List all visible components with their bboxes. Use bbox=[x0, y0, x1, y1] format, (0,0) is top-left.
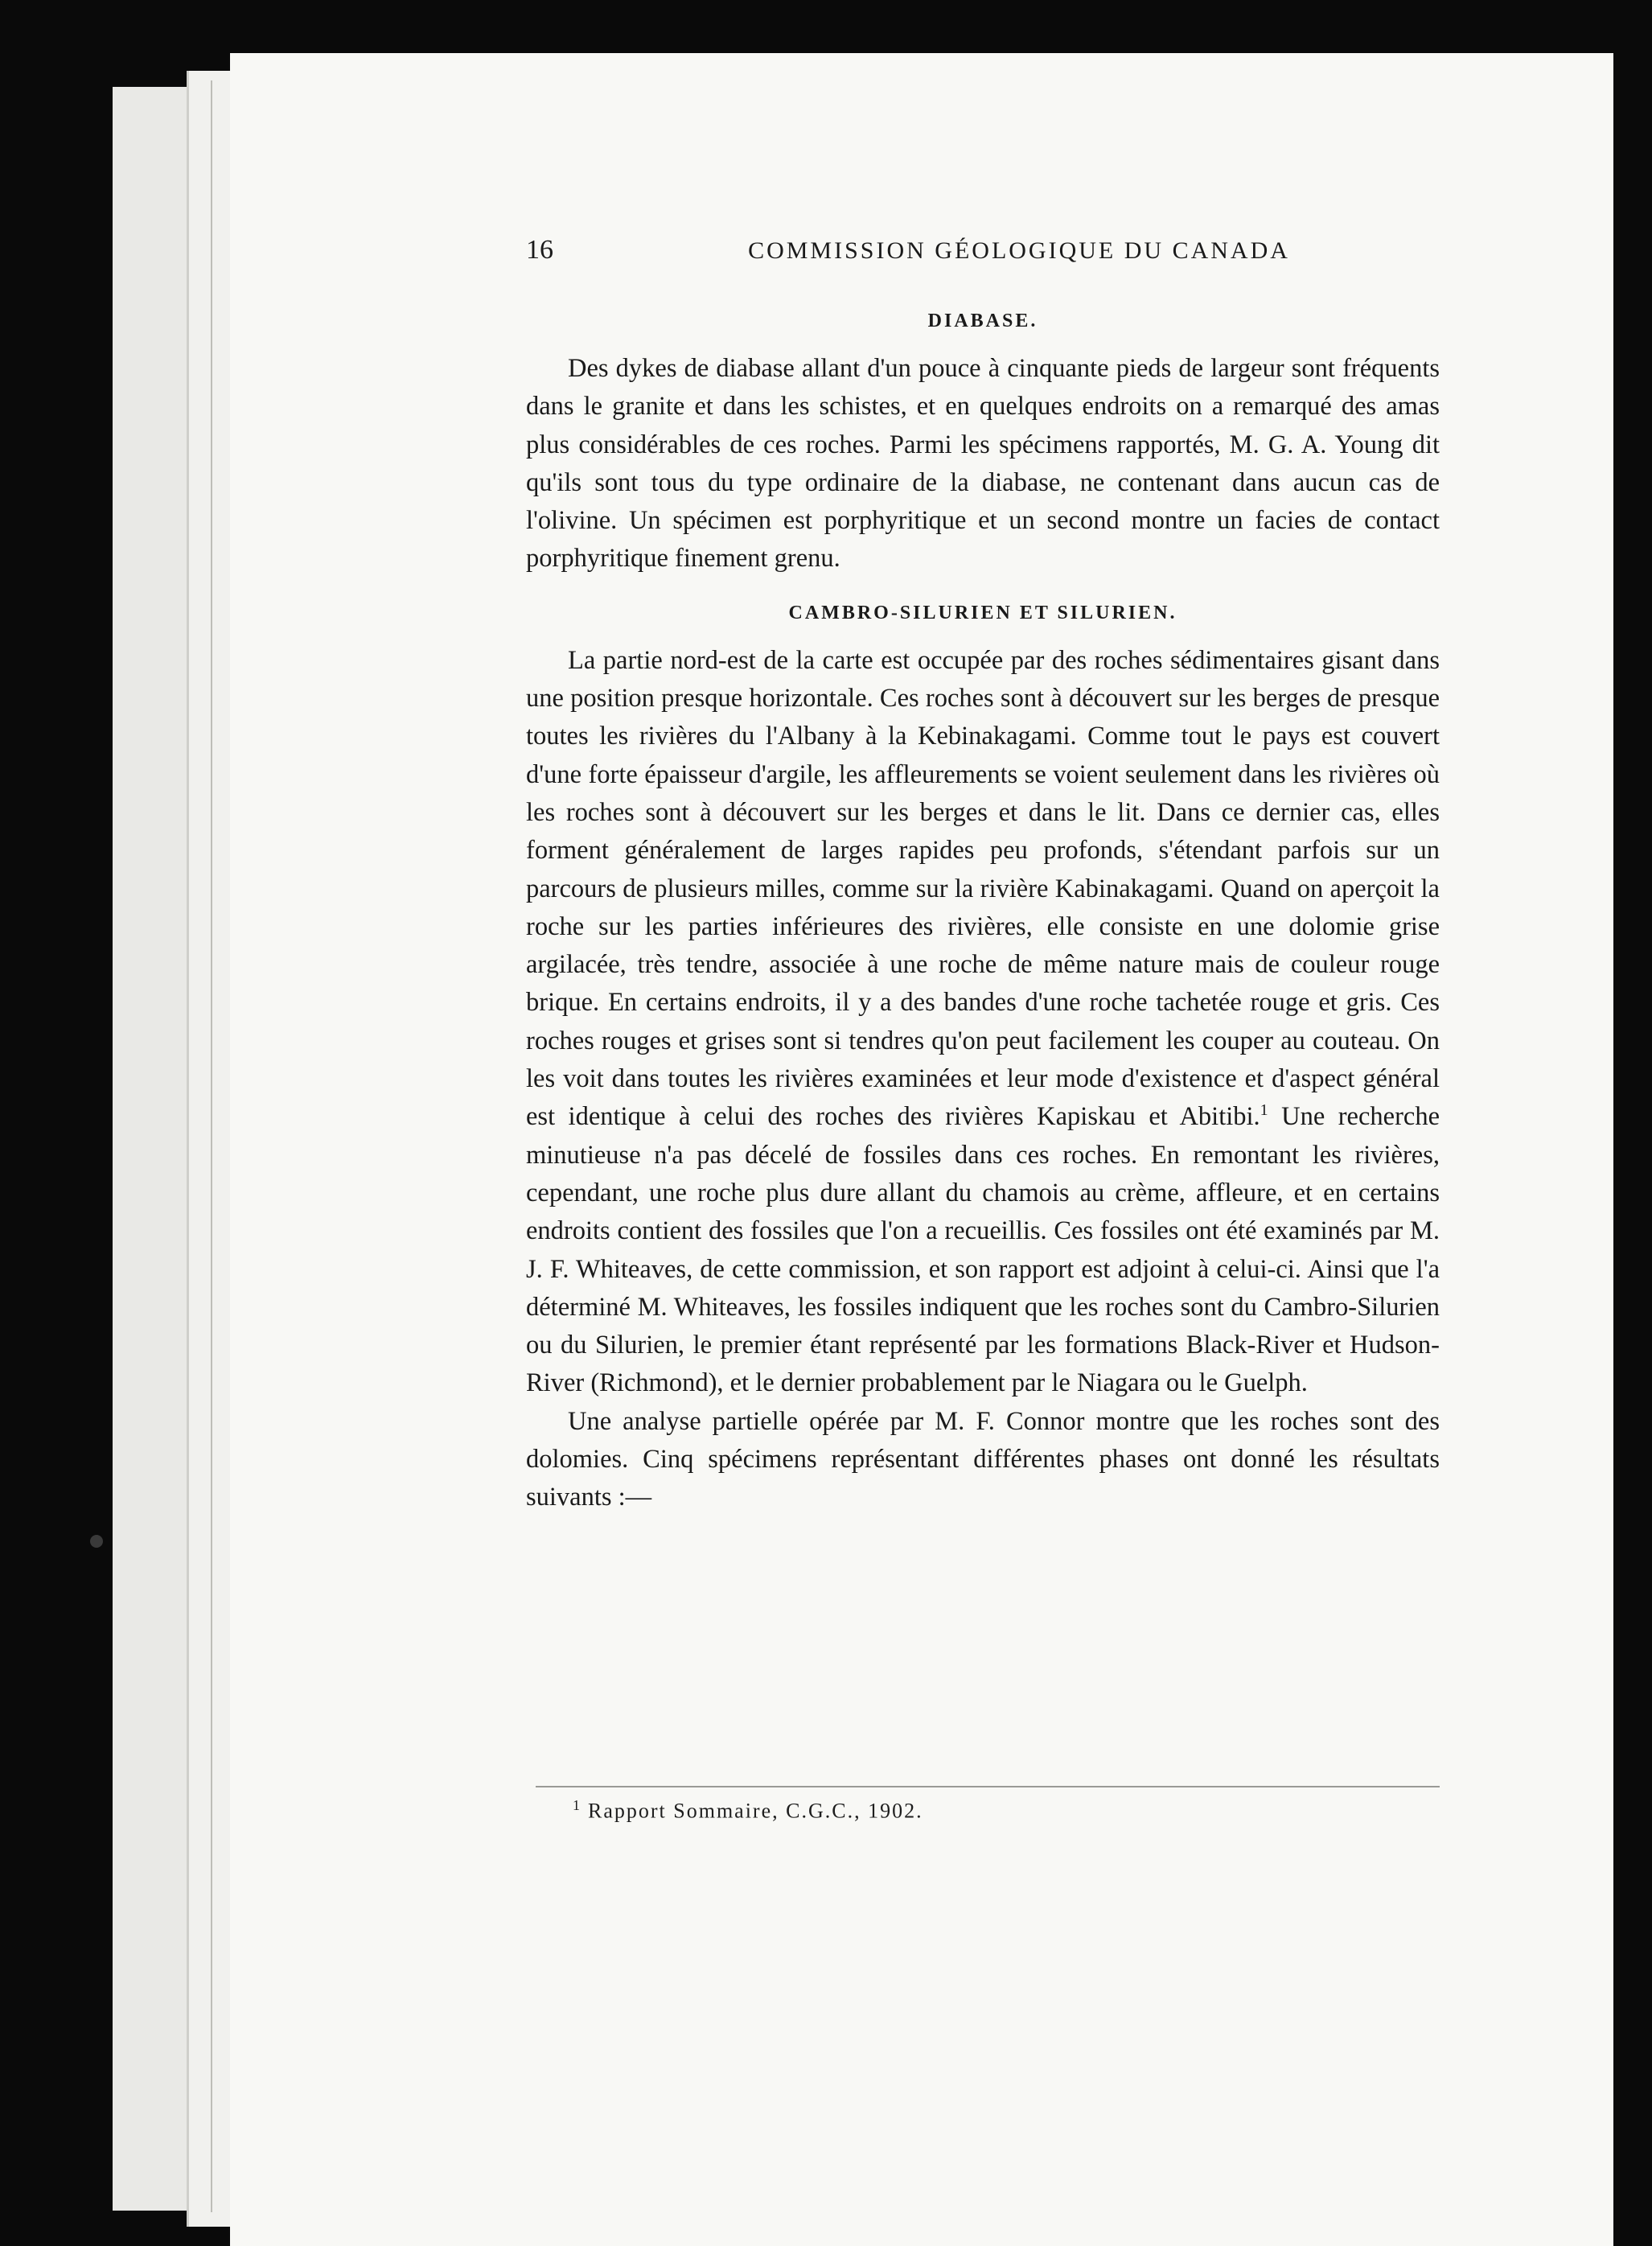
footnote-text: Rapport Sommaire, C.G.C., 1902. bbox=[588, 1799, 923, 1823]
footnote bbox=[573, 1797, 923, 1824]
paragraph-diabase: Des dykes de diabase allant d'un pouce à cinquante pieds de largeur sont fréquents dans le granite et dans les schistes, et en quelques endroits on a remarqué des amas plus considérables de ces roches. Parmi les spécimens rapportés, M. G. A. Young dit qu'ils sont tous du type ordinaire de la diabase, ne contenant dans aucun cas de l'olivine. Un spécimen est porphyritique et un second montre un facies de contact porphyritique finement grenu. bbox=[526, 354, 1440, 574]
page-number: 16 bbox=[526, 235, 553, 265]
running-title: COMMISSION GÉOLOGIQUE DU CANADA bbox=[748, 237, 1290, 264]
section-heading-diabase: DIABASE. bbox=[927, 311, 1038, 331]
paragraph-sedimentary-rocks bbox=[526, 642, 1440, 1403]
footnote-rule bbox=[536, 1786, 1440, 1787]
paragraph-analysis: Une analyse partielle opérée par M. F. Connor montre que les roches sont des dolomies. Cinq spécimens représentant différentes phases ont donné les résultats suivants :— bbox=[526, 1406, 1440, 1512]
footnote-reference-mark: 1 bbox=[1260, 1101, 1268, 1120]
scan-border-right bbox=[1613, 40, 1652, 2246]
scan-speck bbox=[90, 1535, 103, 1548]
page-edge-line bbox=[211, 80, 212, 2212]
paragraph-text-part1: La partie nord-est de la carte est occupée par des roches sédimentaires gisant dans une position presque horizontale. Ces roches sont à découvert sur les berges de presque toutes les rivières du l'Albany à la Kebinakagami. Comme tout le pays est couvert d'une forte épaisseur d'argile, les affleurements se voient seulement dans les rivières où les roches sont à découvert sur les berges et dans le lit. Dans ce dernier cas, elles forment généralement de larges rapides peu profonds, s'étendant parfois sur un parcours de plusieurs milles, comme sur la rivière Kabinakagami. Quand on aperçoit la roche sur les parties inférieures des rivières, elle consiste en une dolomie grise argilacée, très tendre, associée à une roche de même nature mais de couleur rouge brique. En certains endroits, il y a des bandes d'une roche tachetée rouge et gris. Ces roches rouges et grises sont si tendres qu'on peut facilement les couper au couteau. On les voit dans toutes les rivières examinées et leur mode d'existence et d'aspect général est identique à celui des roches des rivières Kapiskau et Abitibi. bbox=[526, 645, 1440, 1132]
running-head bbox=[526, 235, 1440, 265]
section-heading-cambro-silurien: CAMBRO-SILURIEN ET SILURIEN. bbox=[788, 602, 1177, 623]
page-body bbox=[526, 235, 1440, 1517]
footnote-mark: 1 bbox=[573, 1797, 581, 1813]
paragraph-text-part2: Une recherche minutieuse n'a pas décelé de fossiles dans ces roches. En remontant les rivières, cependant, une roche plus dure allant du chamois au crème, affleure, et en certains endroits contient des fossiles que l'on a recueillis. Ces fossiles ont été examinés par M. J. F. Whiteaves, de cette commission, et son rapport est adjoint à celui-ci. Ainsi que l'a déterminé M. Whiteaves, les fossiles indiquent que les roches sont du Cambro-Silurien ou du Silurien, le premier étant représenté par les formations Black-River et Hudson-River (Richmond), et le dernier probablement par le Niagara ou le Guelph. bbox=[526, 1102, 1440, 1398]
